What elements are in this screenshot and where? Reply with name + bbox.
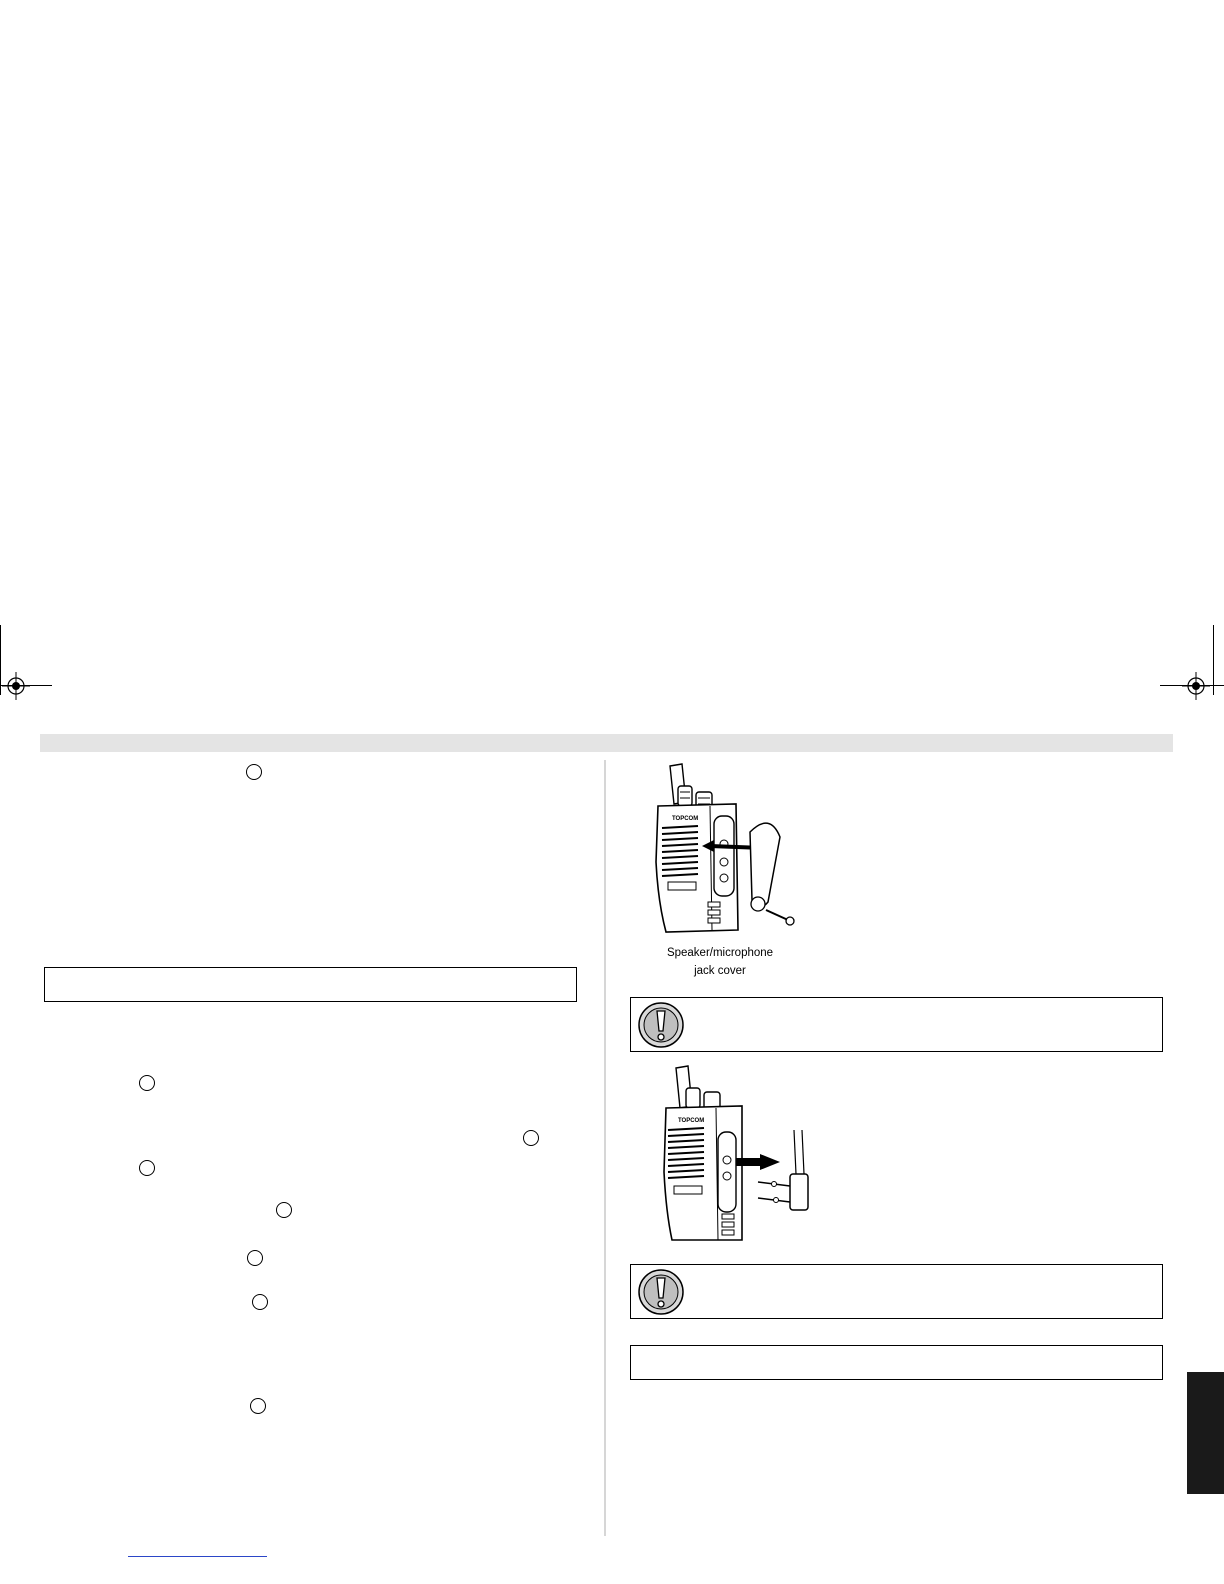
warning-box-2 (630, 1264, 1163, 1319)
exclamation-warning-icon (637, 1001, 685, 1049)
figure-caption-line1: Speaker/microphone (666, 947, 774, 959)
reference-circle-icon (139, 1075, 155, 1091)
registration-mark-icon (2, 672, 30, 700)
reference-circle-icon (246, 764, 262, 780)
brand-label: TOPCOM (678, 1118, 705, 1124)
reference-circle-icon (252, 1294, 268, 1310)
reference-circle-icon (523, 1130, 539, 1146)
right-note-box (630, 1345, 1163, 1380)
section-side-tab (1187, 1372, 1224, 1494)
figure-caption-line2: jack cover (694, 965, 746, 977)
reference-circle-icon (276, 1202, 292, 1218)
registration-mark-icon (1182, 672, 1210, 700)
column-divider (604, 760, 606, 1536)
left-note-box (44, 967, 577, 1002)
reference-circle-icon (247, 1250, 263, 1266)
brand-label: TOPCOM (672, 816, 699, 822)
page-header-band (40, 734, 1173, 752)
reference-circle-icon (139, 1160, 155, 1176)
radio-headset-plug-illustration (662, 1062, 837, 1242)
footer-link-underline[interactable] (128, 1556, 267, 1557)
exclamation-warning-icon (637, 1268, 685, 1316)
warning-box-1 (630, 997, 1163, 1052)
radio-jack-cover-illustration (640, 762, 815, 942)
reference-circle-icon (250, 1398, 266, 1414)
